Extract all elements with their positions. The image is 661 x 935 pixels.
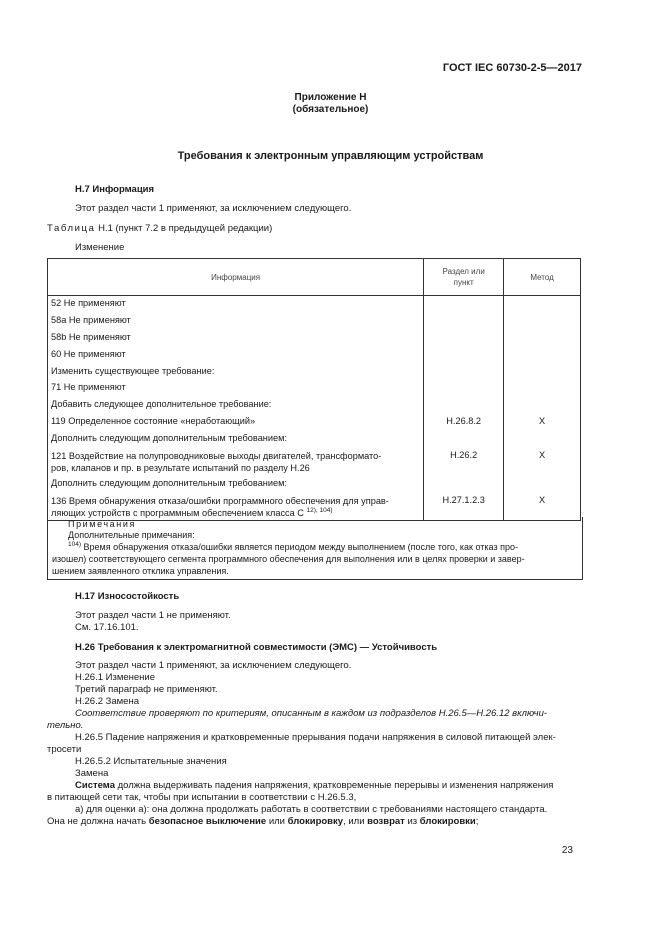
table-row [48,380,581,397]
notes-subtitle: Дополнительные примечания: [68,530,195,540]
table-row [48,397,581,414]
p10-e: из [404,816,420,827]
standard-designation: ГОСТ IEC 60730-2-5—2017 [442,62,582,74]
row-section: Н.26.2 [424,448,504,476]
row-info: 58b Не применяют [48,330,424,347]
footnote-line2: изошел) соответствующего сегмента программного обеспечения для выполнения или в целях проверки и завер- [52,554,525,564]
table-caption [47,223,272,235]
col-method-header: Метод [504,259,581,296]
row-section [424,347,504,364]
col-section-line2: пункт [453,278,474,287]
annex-title: Приложение Н [294,92,367,103]
row-method [504,347,581,364]
term-lockout: блокировку [287,816,344,827]
table-row [48,431,581,448]
p10-c: или [266,816,288,827]
footnote-ref: 12), 104) [306,506,333,514]
row-method: X [504,414,581,431]
p10-d: , или [343,816,368,827]
row-info-line2: ляющих устройств с программным обеспечением класса С [51,507,304,518]
table-caption-rest: Н.1 (пункт 7.2 в предыдущей редакции) [95,223,273,234]
row-info [48,448,424,476]
table-row [48,330,581,347]
row-section [424,296,504,313]
table-row [48,347,581,364]
h26-p4: Н.26.2 Замена [75,696,139,707]
h26-p5-line1: Соответствие проверяют по критериям, описанным в каждом из подразделов Н.26.5—Н.26.12 включи- [75,708,548,719]
row-method [504,476,581,493]
h17-heading: Н.17 Износостойкость [75,591,180,602]
change-label: Изменение [75,242,125,253]
row-section: Н.26.8.2 [424,414,504,431]
row-method [504,397,581,414]
col-section-header [424,259,504,296]
row-method [504,313,581,330]
h26-p9-line1 [75,780,553,792]
row-section [424,330,504,347]
row-method: X [504,448,581,476]
h26-heading: Н.26 Требования к электромагнитной совместимости (ЭМС) — Устойчивость [75,642,438,653]
col-info-header: Информация [48,259,424,296]
information-table [47,258,581,521]
row-section [424,431,504,448]
table-notes [47,517,583,580]
table-caption-prefix: Таблица [47,223,96,234]
row-section [424,364,504,380]
h26-p9-rest: должна выдерживать падения напряжения, кратковременные перерывы и изменения напряжения [114,780,554,791]
row-info: Дополнить следующим дополнительным требованием: [48,431,424,448]
h26-p5-line2: тельно. [47,720,84,731]
table-row [48,313,581,330]
row-info: 60 Не применяют [48,347,424,364]
row-section [424,380,504,397]
p10-f: ; [475,816,479,827]
row-section [424,313,504,330]
p10-a: Она не должна начать [47,816,149,827]
notes-title: Примечания [68,519,136,529]
table-row [48,296,581,313]
row-info: 52 Не применяют [48,296,424,313]
row-section: Н.27.1.2.3 [424,493,504,521]
h26-p6-line1: Н.26.5 Падение напряжения и кратковременные прерывания подачи напряжения в силовой питающей элек- [75,732,556,743]
table-row [48,364,581,380]
h26-p1: Этот раздел части 1 применяют, за исключением следующего. [75,660,352,671]
term-safe-shutdown: безопасное выключение [148,816,267,827]
row-method [504,380,581,397]
row-method [504,364,581,380]
h26-p9-line2: в питающей сети так, чтобы при испытании в соответствии с Н.26.5.3, [47,792,357,803]
table-row [48,414,581,431]
h26-p10-line2 [47,816,478,828]
table-row [48,448,581,476]
row-info-line2: ров, клапанов и пр. в результате испытаний по разделу Н.26 [51,462,310,473]
h26-p7: Н.26.5.2 Испытательные значения [75,756,227,767]
footnote-line1: Время обнаружения отказа/ошибки является периодом между выполнением (после того, как отказ про- [81,542,518,552]
row-info-line1: 121 Воздействие на полупроводниковые выходы двигателей, трансформато- [51,450,382,461]
h17-line2: См. 17.16.101. [75,622,139,633]
row-info-line1: 136 Время обнаружения отказа/ошибки программного обеспечения для управ- [51,495,389,506]
footnote-line3: шением заявленного отклика управления. [52,566,229,576]
row-info: 119 Определенное состояние «неработающий» [48,414,424,431]
h7-heading: Н.7 Информация [75,184,155,195]
h26-p8: Замена [75,768,109,779]
term-lockout-gen: блокировки [419,816,476,827]
row-info: Изменить существующее требование: [48,364,424,380]
footnote-104 [52,541,578,553]
section-title: Требования к электронным управляющим устройствам [177,150,484,162]
h26-p10-line1: а) для оценки а): она должна продолжать работать в соответствии с требованиями настоящего стандарта. [75,804,548,815]
row-section [424,476,504,493]
row-method [504,330,581,347]
h26-p2: Н.26.1 Изменение [75,672,155,683]
row-info: 71 Не применяют [48,380,424,397]
row-info: 58a Не применяют [48,313,424,330]
row-section [424,397,504,414]
h26-p3: Третий параграф не применяют. [75,684,218,695]
page-number: 23 [561,845,573,856]
row-method [504,431,581,448]
row-method [504,296,581,313]
col-section-line1: Раздел или [442,267,485,276]
footnote-mark: 104) [68,541,82,548]
table-row [48,476,581,493]
row-method: X [504,493,581,521]
term-system: Система [75,780,115,791]
h17-line1: Этот раздел части 1 не применяют. [75,610,231,621]
annex-status: (обязательное) [292,104,369,115]
row-info: Дополнить следующим дополнительным требованием: [48,476,424,493]
term-return: возврат [367,816,405,827]
h7-intro: Этот раздел части 1 применяют, за исключением следующего. [75,203,352,214]
h26-p6-line2: тросети [47,744,82,755]
row-info: Добавить следующее дополнительное требование: [48,397,424,414]
